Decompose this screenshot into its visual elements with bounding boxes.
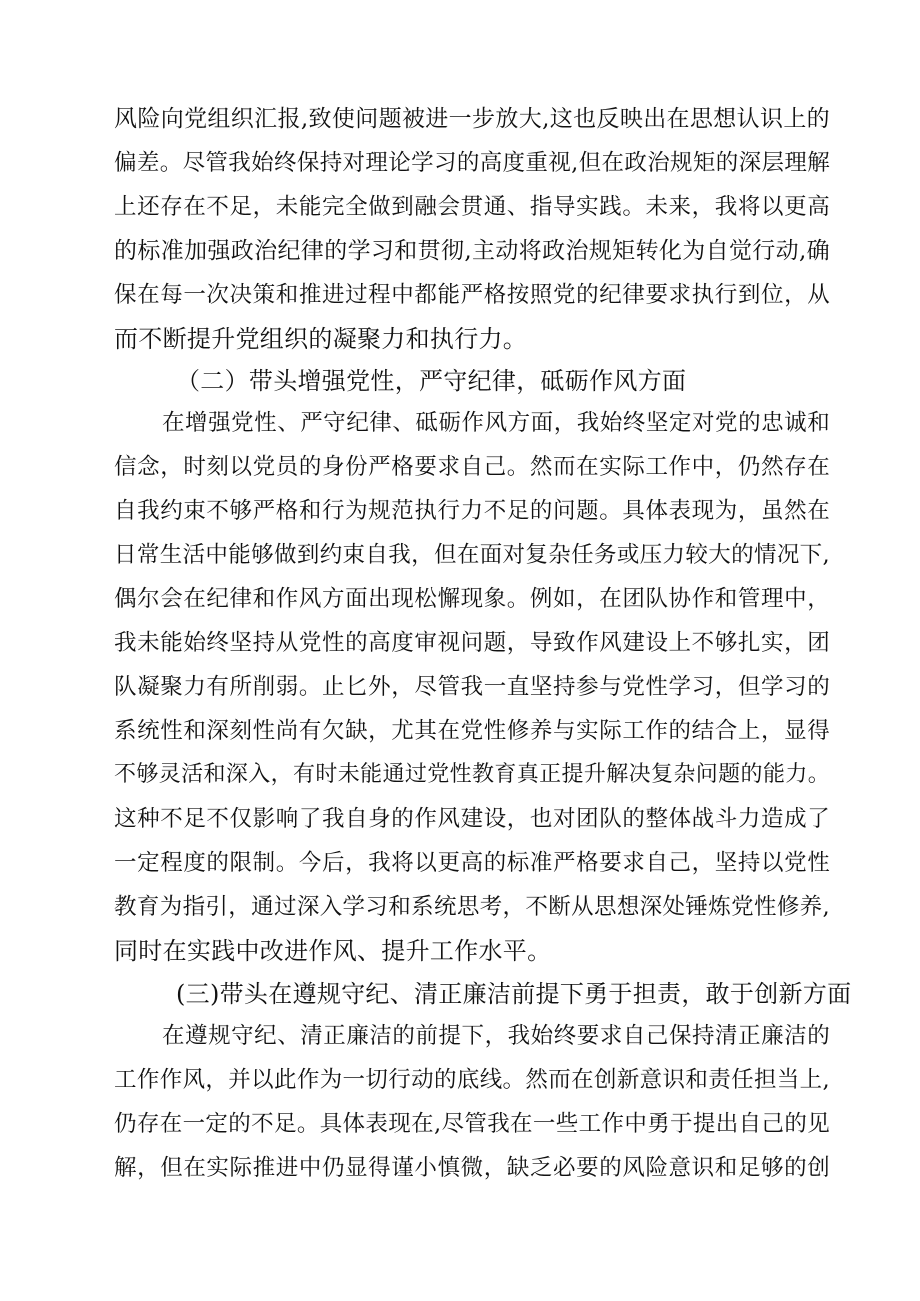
paragraph-line: 自我约束不够严格和行为规范执行力不足的问题。具体表现为，虽然在: [114, 498, 830, 524]
paragraph-line: 我未能始终坚持从党性的高度审视问题，导致作风建设上不够扎实，团: [114, 630, 830, 656]
paragraph-line: 这种不足不仅影响了我自身的作风建设，也对团队的整体战斗力造成了: [114, 806, 830, 832]
paragraph-line: 偏差。尽管我始终保持对理论学习的高度重视,但在政治规矩的深层理解: [114, 150, 830, 176]
paragraph-line: 信念，时刻以党员的身份严格要求自己。然而在实际工作中，仍然存在: [114, 454, 830, 480]
paragraph-line: 仍存在一定的不足。具体表现在,尽管我在一些工作中勇于提出自己的见: [114, 1111, 830, 1137]
paragraph-line: 同时在实践中改进作风、提升工作水平。: [114, 937, 552, 965]
paragraph-line: 一定程度的限制。今后，我将以更高的标准严格要求自己，坚持以党性: [114, 850, 830, 876]
paragraph-line: 在增强党性、严守纪律、砥砺作风方面，我始终坚定对党的忠诚和: [162, 410, 830, 436]
paragraph-line: 日常生活中能够做到约束自我，但在面对复杂任务或压力较大的情况下,: [114, 542, 830, 568]
paragraph-line: 队凝聚力有所削弱。止匕外，尽管我一直坚持参与党性学习，但学习的: [114, 674, 830, 700]
paragraph-line: 的标准加强政治纪律的学习和贯彻,主动将政治规矩转化为自觉行动,确: [114, 238, 830, 264]
paragraph-line: 不够灵活和深入，有时未能通过党性教育真正提升解决复杂问题的能力。: [114, 762, 830, 787]
paragraph-line: 而不断提升党组织的凝聚力和执行力。: [114, 325, 528, 353]
paragraph-line: 工作作风，并以此作为一切行动的底线。然而在创新意识和责任担当上,: [114, 1067, 830, 1093]
paragraph-line: 保在每一次决策和推进过程中都能严格按照党的纪律要求执行到位，从: [114, 282, 830, 308]
paragraph-line: 解，但在实际推进中仍显得谨小慎微，缺乏必要的风险意识和足够的创: [114, 1155, 830, 1181]
paragraph-line: 上还存在不足，未能完全做到融会贯通、指导实践。未来，我将以更高: [114, 194, 830, 220]
paragraph-line: 系统性和深刻性尚有欠缺，尤其在党性修养与实际工作的结合上，显得: [114, 718, 830, 744]
section-heading-2: （二）带头增强党性，严守纪律，砥砺作风方面: [176, 367, 687, 395]
paragraph-line: 在遵规守纪、清正廉洁的前提下，我始终要求自己保持清正廉洁的: [162, 1023, 830, 1049]
paragraph-line: 偶尔会在纪律和作风方面出现松懈现象。例如，在团队协作和管理中，: [114, 586, 830, 612]
paragraph-line: 风险向党组织汇报,致使问题被进一步放大,这也反映出在思想认识上的: [114, 106, 830, 132]
section-heading-3: (三)带头在遵规守纪、清正廉洁前提下勇于担责，敢于创新方面: [176, 980, 852, 1008]
paragraph-line: 教育为指引，通过深入学习和系统思考，不断从思想深处锤炼党性修养,: [114, 894, 830, 920]
